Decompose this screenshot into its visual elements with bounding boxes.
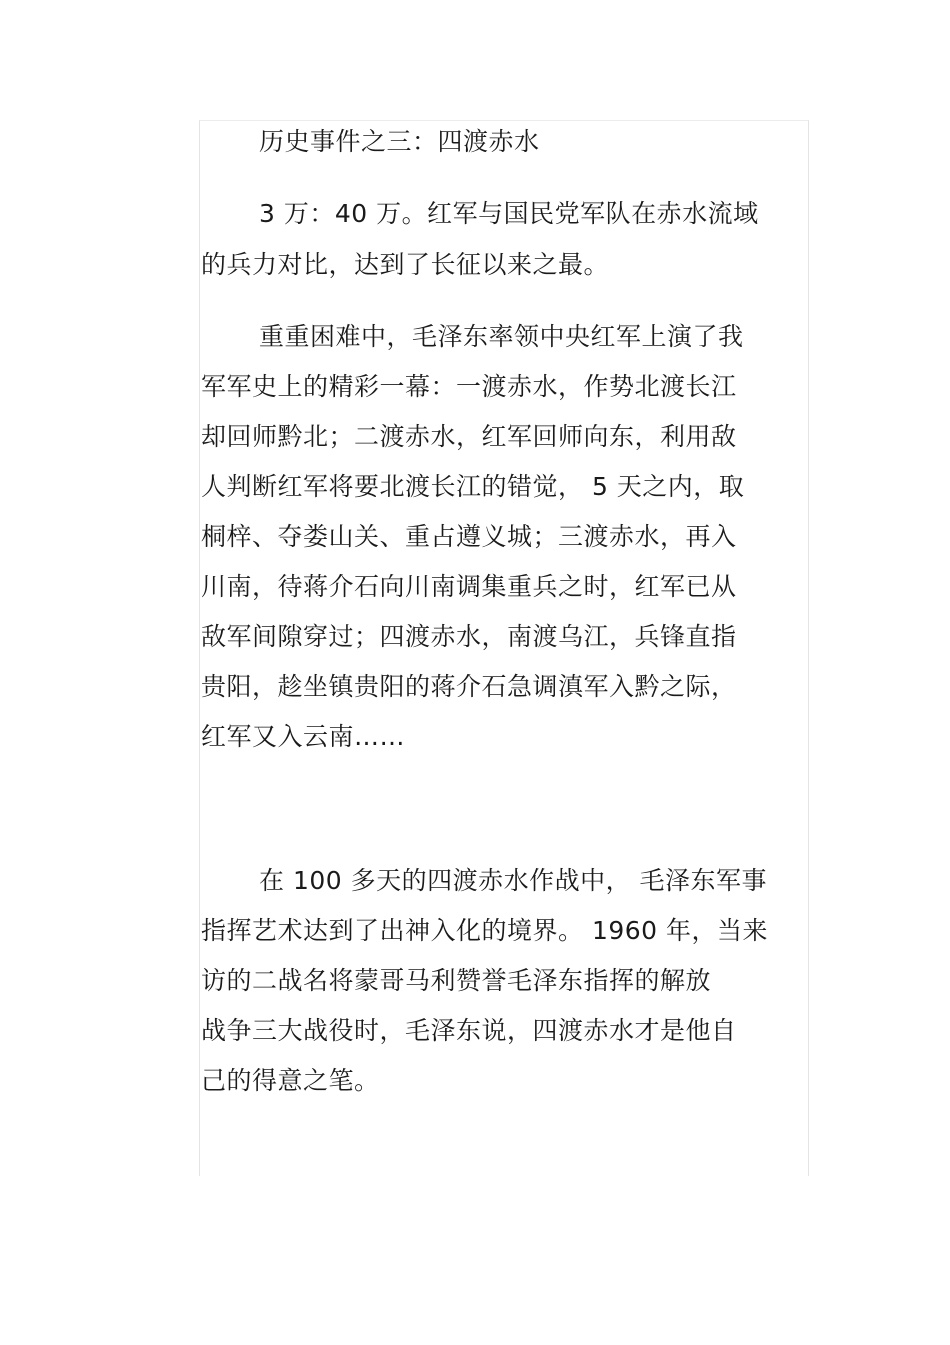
paragraph-2-line-7: 敌军间隙穿过；四渡赤水，南渡乌江，兵锋直指 — [201, 622, 737, 651]
paragraph-3-line-3: 访的二战名将蒙哥马利赞誉毛泽东指挥的解放 — [201, 966, 712, 995]
paragraph-2-line-6: 川南，待蒋介石向川南调集重兵之时，红军已从 — [201, 572, 737, 601]
paragraph-3-line-5: 己的得意之笔。 — [201, 1066, 380, 1095]
paragraph-2-line-9: 红军又入云南…… — [201, 722, 406, 751]
paragraph-2-line-1: 重重困难中，毛泽东率领中央红军上演了我 — [259, 322, 744, 351]
paragraph-2-line-5: 桐梓、夺娄山关、重占遵义城；三渡赤水，再入 — [201, 522, 737, 551]
paragraph-3-line-1: 在 100 多天的四渡赤水作战中， 毛泽东军事 — [259, 866, 768, 895]
paragraph-1-line-1: 3 万：40 万。红军与国民党军队在赤水流域 — [259, 199, 759, 228]
paragraph-3-line-4: 战争三大战役时，毛泽东说，四渡赤水才是他自 — [201, 1016, 737, 1045]
paragraph-2-line-3: 却回师黔北；二渡赤水，红军回师向东，利用敌 — [201, 422, 737, 451]
paragraph-2-line-2: 军军史上的精彩一幕：一渡赤水，作势北渡长江 — [201, 372, 737, 401]
paragraph-2-line-4: 人判断红军将要北渡长江的错觉， 5 天之内，取 — [201, 472, 745, 501]
paragraph-3-line-2: 指挥艺术达到了出神入化的境界。 1960 年，当来 — [201, 916, 769, 945]
document-title: 历史事件之三：四渡赤水 — [259, 127, 540, 156]
paragraph-1-line-2: 的兵力对比，达到了长征以来之最。 — [201, 250, 610, 279]
paragraph-2-line-8: 贵阳，趁坐镇贵阳的蒋介石急调滇军入黔之际， — [201, 672, 737, 701]
